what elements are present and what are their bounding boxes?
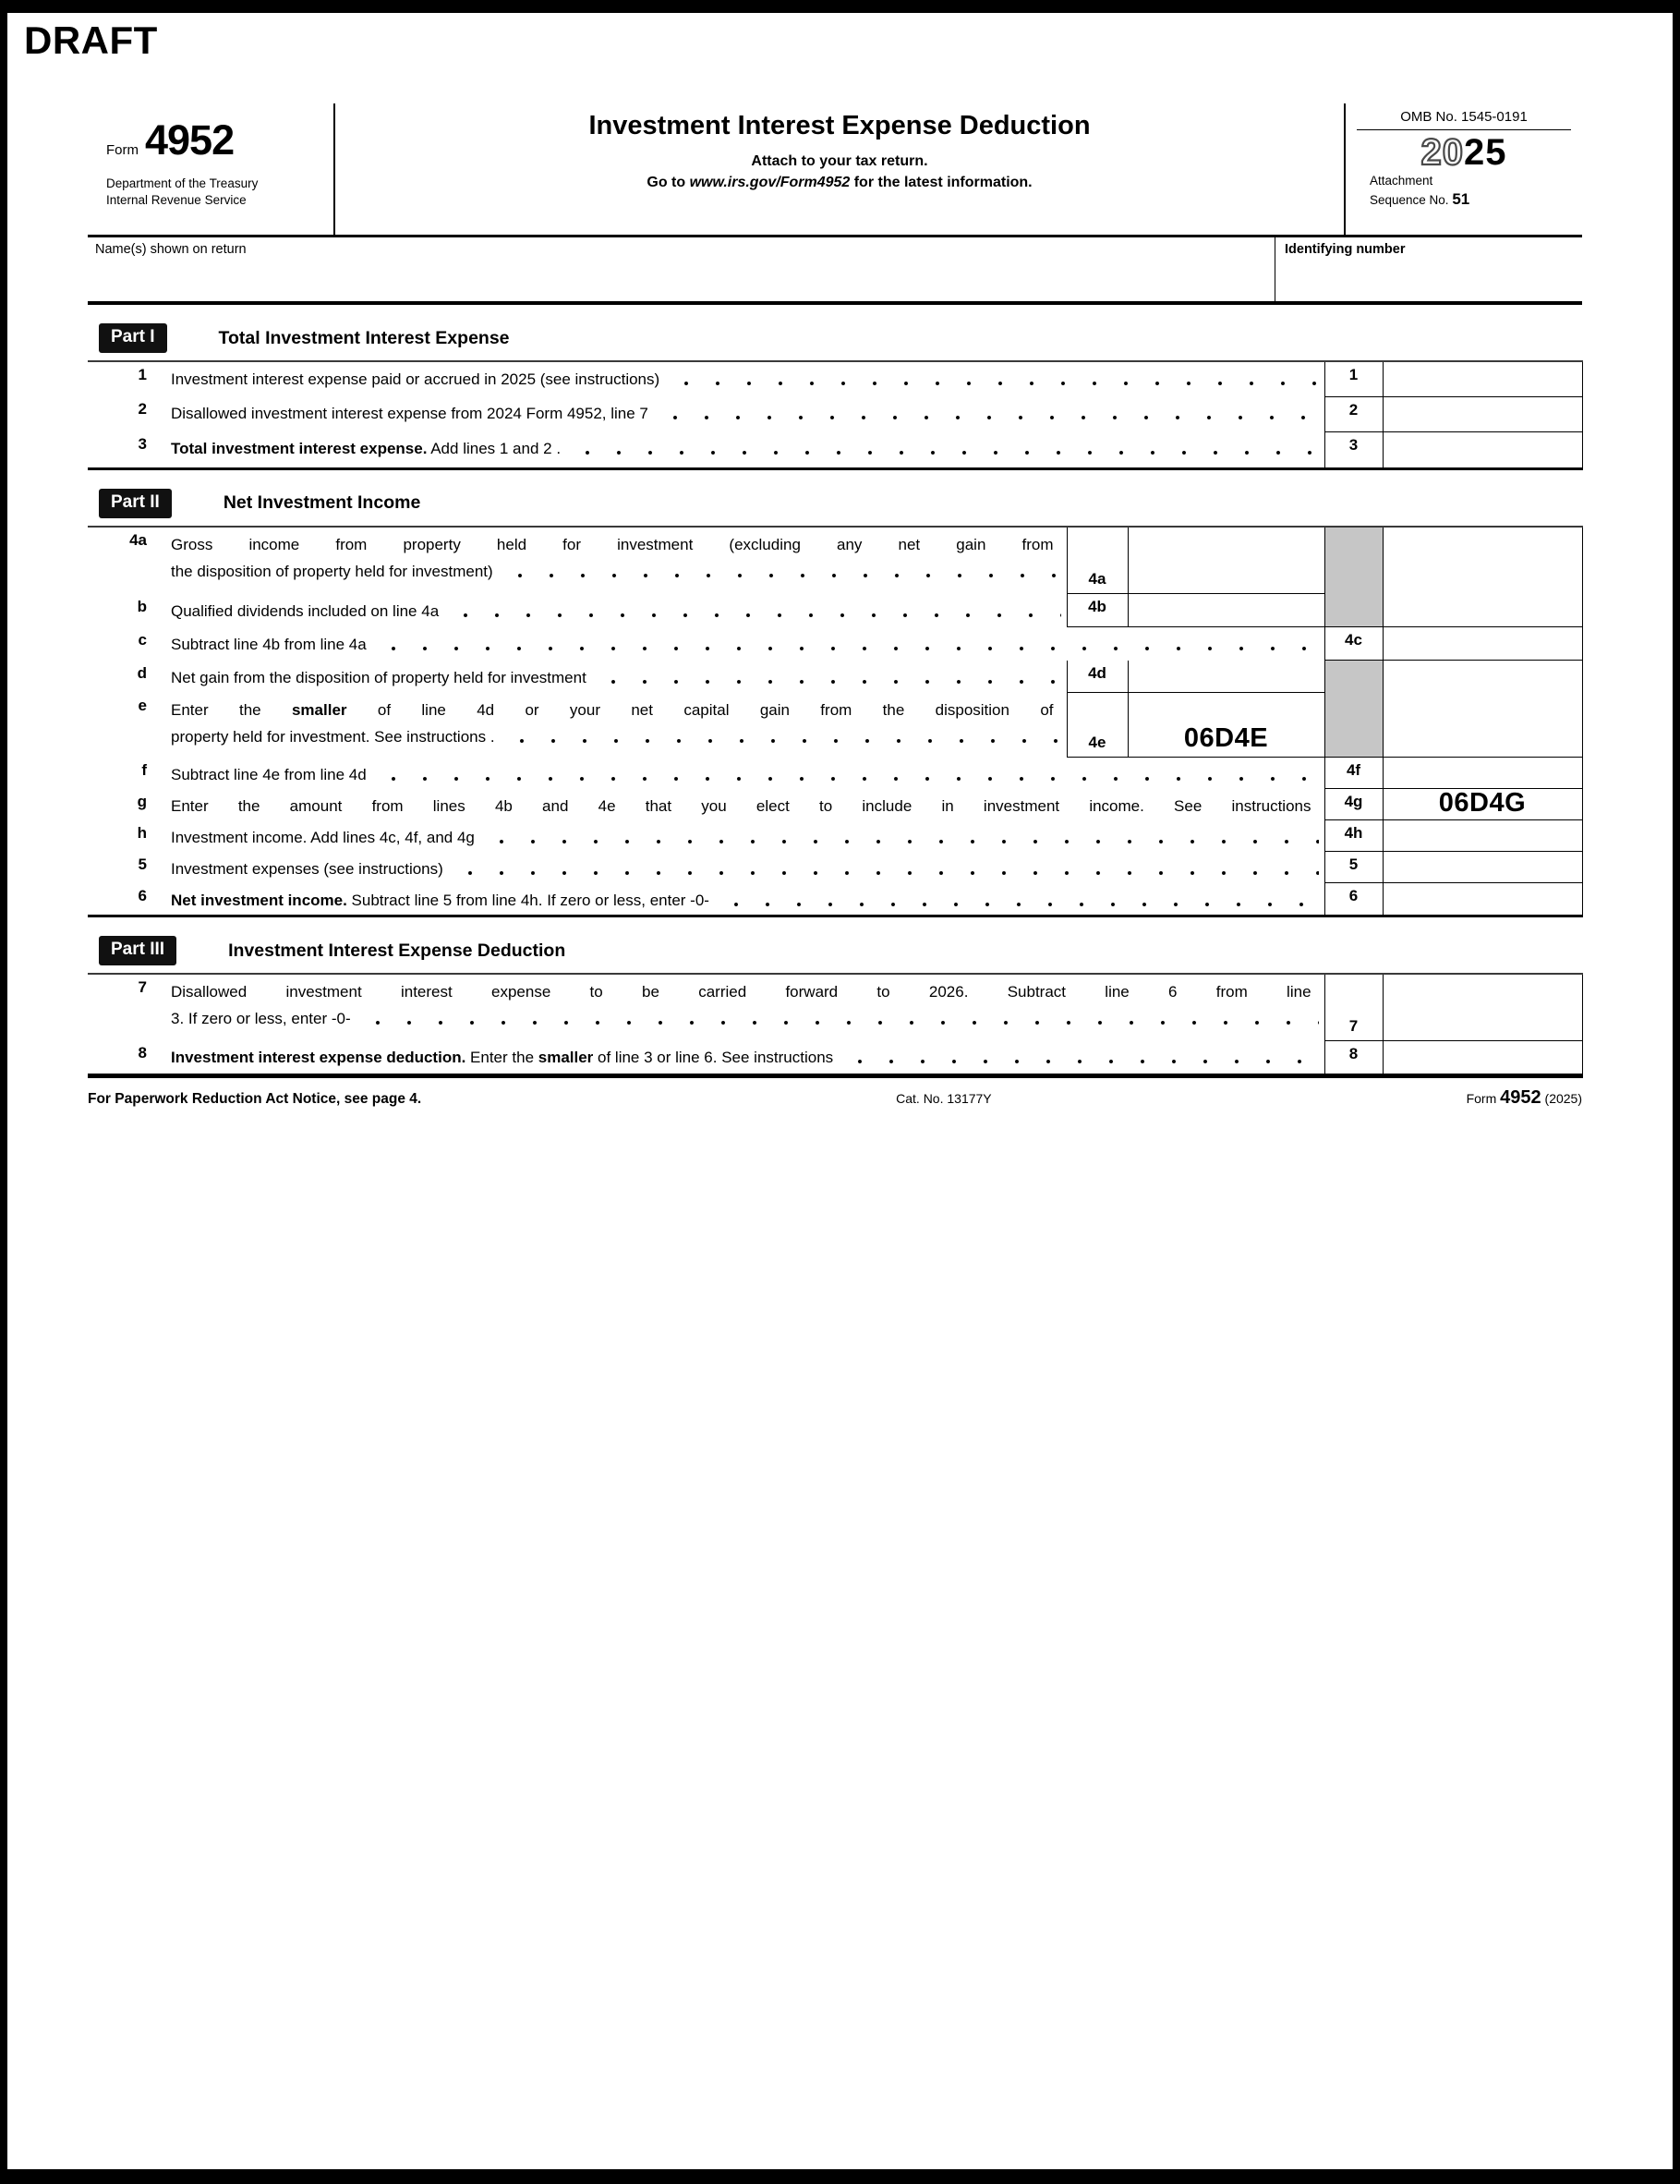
tax-year-outline: 20 (1420, 132, 1464, 173)
line-1-row (88, 361, 1582, 396)
paperwork-notice: For Paperwork Reduction Act Notice, see page 4. (88, 1090, 422, 1107)
line-3-row (88, 431, 1582, 468)
line-7-row (88, 974, 1582, 1040)
tax-year-solid: 25 (1464, 132, 1507, 173)
line-6-amount-field[interactable] (1383, 883, 1582, 916)
form-word: Form (106, 142, 139, 158)
line-4a-label: 4a (129, 530, 147, 549)
line-8-label: 8 (138, 1044, 147, 1062)
line-4d-box-number: 4d (1067, 661, 1128, 693)
line-5-description: Investment expenses (see instructions) (162, 852, 1324, 883)
line-8-box-number-right: 8 (1324, 1040, 1383, 1075)
line-4a-description: Gross income from property held for investment (excluding any net gain from the disposition of property held for investment) (162, 527, 1067, 594)
line-2-description: Disallowed investment interest expense from 2024 Form 4952, line 7 (162, 396, 1324, 431)
line-4d-description: Net gain from the disposition of property held for investment (162, 661, 1067, 693)
part-iii-section (88, 936, 1582, 1078)
line-3-label: 3 (138, 435, 147, 453)
line-4g-description: Enter the amount from lines 4b and 4e that you elect to include in investment income. See instructions (171, 796, 1311, 815)
shaded-cell (1324, 693, 1383, 758)
line-5-box-number-right: 5 (1324, 852, 1383, 883)
line-6-row (88, 883, 1582, 916)
line-4e-description: Enter the smaller of line 4d or your net capital gain from the disposition of property held for investment. See instructions . (162, 693, 1067, 758)
identifying-number-field[interactable] (1285, 257, 1573, 290)
dot-leader (659, 400, 1319, 427)
line-4b-entry-field[interactable] (1128, 594, 1324, 627)
line-1-amount-field[interactable] (1383, 361, 1582, 396)
agency-block (106, 176, 333, 208)
identifying-number-label: Identifying number (1285, 242, 1406, 257)
part-i-table (88, 360, 1583, 470)
shaded-cell (1324, 661, 1383, 693)
dot-leader (504, 558, 1061, 585)
line-6-description: Net investment income. Subtract line 5 from line 4h. If zero or less, enter -0- (162, 883, 1324, 916)
goto-suffix: for the latest information. (850, 175, 1033, 190)
line-5-amount-field[interactable] (1383, 852, 1582, 883)
identifying-number-cell (1275, 237, 1582, 301)
part-i-header (99, 323, 1582, 353)
form-content (7, 103, 1673, 1109)
names-cell (88, 237, 1275, 301)
line-4g-label: g (137, 792, 147, 810)
line-4c-row (88, 627, 1582, 661)
line-7-amount-field[interactable] (1383, 974, 1582, 1040)
footer-form-word: Form (1466, 1090, 1501, 1106)
line-4g-amount-field[interactable]: 06D4G (1383, 789, 1582, 820)
dot-leader (362, 1005, 1319, 1032)
line-6-box-number-right: 6 (1324, 883, 1383, 916)
shaded-cell (1324, 594, 1383, 627)
line-4h-row (88, 820, 1582, 852)
line-8-amount-field[interactable] (1383, 1040, 1582, 1075)
part-iii-table (88, 973, 1583, 1078)
line-4h-description: Investment income. Add lines 4c, 4f, and 4g (162, 820, 1324, 852)
omb-block (1344, 103, 1582, 235)
form-title-block (335, 103, 1344, 235)
line-4f-label: f (141, 760, 147, 779)
agency-line-1: Department of the Treasury (106, 176, 259, 190)
attachment-word: Attachment (1370, 174, 1433, 188)
part-i-badge: Part I (99, 323, 167, 353)
dot-leader (671, 366, 1318, 393)
attach-instruction: Attach to your tax return. (751, 153, 928, 169)
line-4b-label: b (137, 597, 147, 615)
line-7-label: 7 (138, 978, 147, 996)
names-field[interactable] (95, 257, 1267, 290)
line-1-label: 1 (138, 366, 147, 383)
line-4f-box-number-right: 4f (1324, 758, 1383, 789)
unused-area (1383, 527, 1582, 594)
part-ii-title: Net Investment Income (223, 492, 421, 513)
page-title: Investment Interest Expense Deduction (588, 111, 1091, 140)
goto-instruction (335, 175, 1344, 191)
form-number-line (106, 116, 333, 164)
line-4h-box-number-right: 4h (1324, 820, 1383, 852)
line-4e-box-number: 4e (1067, 693, 1128, 758)
line-3-amount-field[interactable] (1383, 431, 1582, 468)
line-8-row (88, 1040, 1582, 1075)
dot-leader (572, 435, 1318, 462)
form-number: 4952 (145, 116, 235, 164)
irs-url: www.irs.gov/Form4952 (689, 175, 851, 190)
line-4c-description: Subtract line 4b from line 4a (162, 627, 1324, 661)
shaded-cell (1324, 527, 1383, 594)
line-1-box-number-right: 1 (1324, 361, 1383, 396)
unused-area (1383, 693, 1582, 758)
name-identity-row (88, 237, 1582, 305)
line-8-description: Investment interest expense deduction. Enter the smaller of line 3 or line 6. See instructions (162, 1040, 1324, 1075)
line-4g-box-number-right: 4g (1324, 789, 1383, 820)
line-2-box-number-right: 2 (1324, 396, 1383, 431)
line-4a-row (88, 527, 1582, 594)
dot-leader (454, 855, 1319, 882)
line-4e-row (88, 693, 1582, 758)
attachment-sequence (1357, 174, 1571, 209)
form-number-block (88, 103, 335, 235)
line-4c-amount-field[interactable] (1383, 627, 1582, 661)
omb-number: OMB No. 1545-0191 (1357, 109, 1571, 130)
part-ii-section (88, 489, 1582, 918)
catalog-number: Cat. No. 13177Y (896, 1090, 992, 1106)
dot-leader (844, 1044, 1318, 1071)
line-7-description: Disallowed investment interest expense to be carried forward to 2026. Subtract line 6 from line 3. If zero or less, enter -0- (162, 974, 1324, 1040)
part-i-title: Total Investment Interest Expense (218, 327, 510, 348)
line-6-label: 6 (138, 886, 147, 904)
line-4f-amount-field[interactable] (1383, 758, 1582, 789)
line-1-description: Investment interest expense paid or accrued in 2025 (see instructions) (162, 361, 1324, 396)
line-4d-label: d (137, 663, 147, 682)
line-4b-box-number: 4b (1067, 594, 1128, 627)
footer-form-year: (2025) (1541, 1090, 1582, 1106)
part-i-section (88, 323, 1582, 470)
line-5-row (88, 852, 1582, 883)
line-4b-row (88, 594, 1582, 627)
line-4f-row (88, 758, 1582, 789)
line-4e-entry-field[interactable]: 06D4E (1128, 693, 1324, 758)
line-4a-box-number: 4a (1067, 527, 1128, 594)
line-4c-label: c (138, 630, 147, 649)
line-4g-row (88, 789, 1582, 820)
line-4h-amount-field[interactable] (1383, 820, 1582, 852)
line-2-label: 2 (138, 400, 147, 418)
line-2-row (88, 396, 1582, 431)
dot-leader (506, 723, 1061, 750)
dot-leader (598, 664, 1061, 691)
dot-leader (450, 598, 1060, 625)
tax-year (1357, 132, 1571, 173)
line-2-amount-field[interactable] (1383, 396, 1582, 431)
sequence-number: 51 (1452, 189, 1470, 208)
sequence-word: Sequence No. (1370, 192, 1453, 207)
line-4b-description: Qualified dividends included on line 4a (162, 594, 1067, 627)
line-4d-row (88, 661, 1582, 693)
line-5-label: 5 (138, 855, 147, 873)
dot-leader (378, 761, 1319, 788)
names-label: Name(s) shown on return (95, 242, 247, 257)
form-header (88, 103, 1582, 237)
dot-leader (486, 824, 1319, 851)
part-ii-table (88, 526, 1583, 918)
footer-form-number: 4952 (1500, 1086, 1541, 1108)
part-ii-badge: Part II (99, 489, 172, 518)
line-4e-label: e (138, 696, 147, 714)
form-footer-id (1467, 1087, 1582, 1109)
line-7-box-number-right: 7 (1324, 974, 1383, 1040)
goto-prefix: Go to (647, 175, 690, 190)
agency-line-2: Internal Revenue Service (106, 192, 247, 207)
line-4d-entry-field[interactable] (1128, 661, 1324, 693)
form-footer (88, 1087, 1582, 1109)
part-iii-title: Investment Interest Expense Deduction (228, 940, 566, 961)
line-3-description: Total investment interest expense. Add lines 1 and 2 . (162, 431, 1324, 468)
line-3-box-number-right: 3 (1324, 431, 1383, 468)
dot-leader (378, 631, 1319, 658)
part-ii-header (99, 489, 1582, 518)
part-iii-header (99, 936, 1582, 965)
draft-watermark: DRAFT (24, 18, 158, 62)
dot-leader (720, 887, 1319, 914)
part-iii-badge: Part III (99, 936, 176, 965)
unused-area (1383, 594, 1582, 627)
line-4c-box-number-right: 4c (1324, 627, 1383, 661)
line-4a-entry-field[interactable] (1128, 527, 1324, 594)
line-4h-label: h (137, 823, 147, 842)
line-4f-description: Subtract line 4e from line 4d (162, 758, 1324, 789)
unused-area (1383, 661, 1582, 693)
